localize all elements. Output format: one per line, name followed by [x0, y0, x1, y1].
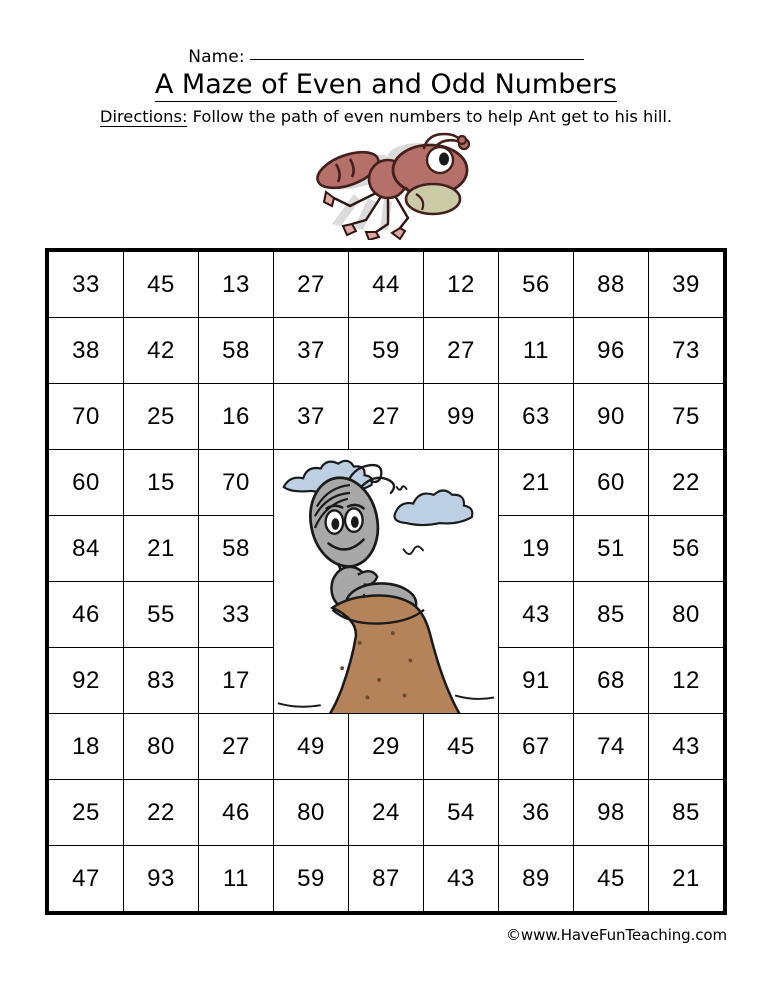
- directions-label: Directions:: [99, 107, 188, 126]
- maze-cell[interactable]: 21: [499, 450, 574, 516]
- maze-cell[interactable]: 58: [199, 318, 274, 384]
- maze-cell[interactable]: 22: [124, 780, 199, 846]
- maze-cell[interactable]: 21: [649, 846, 724, 912]
- maze-cell[interactable]: 70: [199, 450, 274, 516]
- maze-table: [48, 251, 724, 912]
- directions-text: Follow the path of even numbers to help Ant get to his hill.: [187, 107, 673, 126]
- maze-table-body: [49, 252, 724, 912]
- maze-cell[interactable]: 83: [124, 648, 199, 714]
- maze-cell[interactable]: 43: [424, 846, 499, 912]
- maze-cell[interactable]: 63: [499, 384, 574, 450]
- maze-cell[interactable]: 49: [274, 714, 349, 780]
- maze-cell[interactable]: 37: [274, 384, 349, 450]
- maze-cell[interactable]: 44: [349, 252, 424, 318]
- table-row: [49, 450, 724, 516]
- maze-cell[interactable]: 11: [499, 318, 574, 384]
- maze-cell[interactable]: 87: [349, 846, 424, 912]
- maze-cell[interactable]: 59: [349, 318, 424, 384]
- maze-cell[interactable]: 56: [649, 516, 724, 582]
- maze-cell[interactable]: 60: [574, 450, 649, 516]
- maze-cell[interactable]: 12: [649, 648, 724, 714]
- maze-cell[interactable]: 13: [199, 252, 274, 318]
- maze-cell[interactable]: 36: [499, 780, 574, 846]
- maze-cell[interactable]: 45: [424, 714, 499, 780]
- maze-cell[interactable]: 70: [49, 384, 124, 450]
- maze-cell[interactable]: 24: [349, 780, 424, 846]
- maze-cell[interactable]: 39: [649, 252, 724, 318]
- maze-cell[interactable]: 92: [49, 648, 124, 714]
- maze-cell[interactable]: 22: [649, 450, 724, 516]
- maze-cell[interactable]: 59: [274, 846, 349, 912]
- maze-cell[interactable]: 33: [199, 582, 274, 648]
- maze-cell[interactable]: 25: [49, 780, 124, 846]
- maze-cell[interactable]: 45: [574, 846, 649, 912]
- maze-cell[interactable]: 85: [649, 780, 724, 846]
- maze-cell[interactable]: 56: [499, 252, 574, 318]
- maze-cell[interactable]: 18: [49, 714, 124, 780]
- maze-cell[interactable]: 29: [349, 714, 424, 780]
- name-field-row: [0, 47, 772, 67]
- maze-cell[interactable]: 90: [574, 384, 649, 450]
- maze-cell[interactable]: 96: [574, 318, 649, 384]
- number-maze-grid: [45, 248, 727, 915]
- footer-credit: ©www.HaveFunTeaching.com: [506, 926, 727, 944]
- directions-row: [0, 107, 772, 127]
- table-row: [49, 384, 724, 450]
- maze-cell[interactable]: 54: [424, 780, 499, 846]
- maze-cell[interactable]: 80: [124, 714, 199, 780]
- maze-cell[interactable]: 21: [124, 516, 199, 582]
- maze-cell[interactable]: 60: [49, 450, 124, 516]
- maze-cell[interactable]: 42: [124, 318, 199, 384]
- maze-cell[interactable]: 15: [124, 450, 199, 516]
- maze-cell[interactable]: 37: [274, 318, 349, 384]
- maze-cell[interactable]: 46: [199, 780, 274, 846]
- table-row: [49, 318, 724, 384]
- maze-cell[interactable]: 80: [649, 582, 724, 648]
- maze-cell[interactable]: 58: [199, 516, 274, 582]
- maze-cell[interactable]: 93: [124, 846, 199, 912]
- table-row: [49, 714, 724, 780]
- maze-cell[interactable]: 47: [49, 846, 124, 912]
- maze-cell[interactable]: 45: [124, 252, 199, 318]
- maze-cell[interactable]: 91: [499, 648, 574, 714]
- table-row: [49, 252, 724, 318]
- maze-cell[interactable]: 25: [124, 384, 199, 450]
- maze-cell[interactable]: 88: [574, 252, 649, 318]
- maze-cell[interactable]: 43: [649, 714, 724, 780]
- maze-cell[interactable]: 27: [199, 714, 274, 780]
- ant-carrying-egg-icon: [296, 132, 486, 240]
- name-label: Name:: [188, 47, 245, 67]
- maze-cell[interactable]: 51: [574, 516, 649, 582]
- maze-cell[interactable]: 55: [124, 582, 199, 648]
- maze-cell[interactable]: 11: [199, 846, 274, 912]
- maze-cell[interactable]: 16: [199, 384, 274, 450]
- table-row: [49, 846, 724, 912]
- table-row: [49, 780, 724, 846]
- page-title: [0, 69, 772, 101]
- maze-cell[interactable]: 98: [574, 780, 649, 846]
- maze-cell[interactable]: 67: [499, 714, 574, 780]
- maze-cell[interactable]: 68: [574, 648, 649, 714]
- maze-cell[interactable]: 27: [349, 384, 424, 450]
- maze-cell[interactable]: 73: [649, 318, 724, 384]
- maze-cell[interactable]: 43: [499, 582, 574, 648]
- maze-cell[interactable]: 33: [49, 252, 124, 318]
- maze-cell[interactable]: 38: [49, 318, 124, 384]
- maze-cell[interactable]: 46: [49, 582, 124, 648]
- maze-cell[interactable]: 99: [424, 384, 499, 450]
- maze-cell[interactable]: 12: [424, 252, 499, 318]
- ant-on-anthill-icon: [274, 450, 498, 713]
- maze-cell[interactable]: 85: [574, 582, 649, 648]
- anthill-illustration-cell: [274, 450, 499, 714]
- name-input-line[interactable]: [250, 59, 584, 60]
- maze-cell[interactable]: 75: [649, 384, 724, 450]
- maze-cell[interactable]: 89: [499, 846, 574, 912]
- page-title-text: A Maze of Even and Odd Numbers: [154, 69, 618, 100]
- maze-cell[interactable]: 19: [499, 516, 574, 582]
- maze-cell[interactable]: 17: [199, 648, 274, 714]
- maze-cell[interactable]: 84: [49, 516, 124, 582]
- maze-cell[interactable]: 27: [274, 252, 349, 318]
- maze-cell[interactable]: 74: [574, 714, 649, 780]
- maze-cell[interactable]: 27: [424, 318, 499, 384]
- maze-cell[interactable]: 80: [274, 780, 349, 846]
